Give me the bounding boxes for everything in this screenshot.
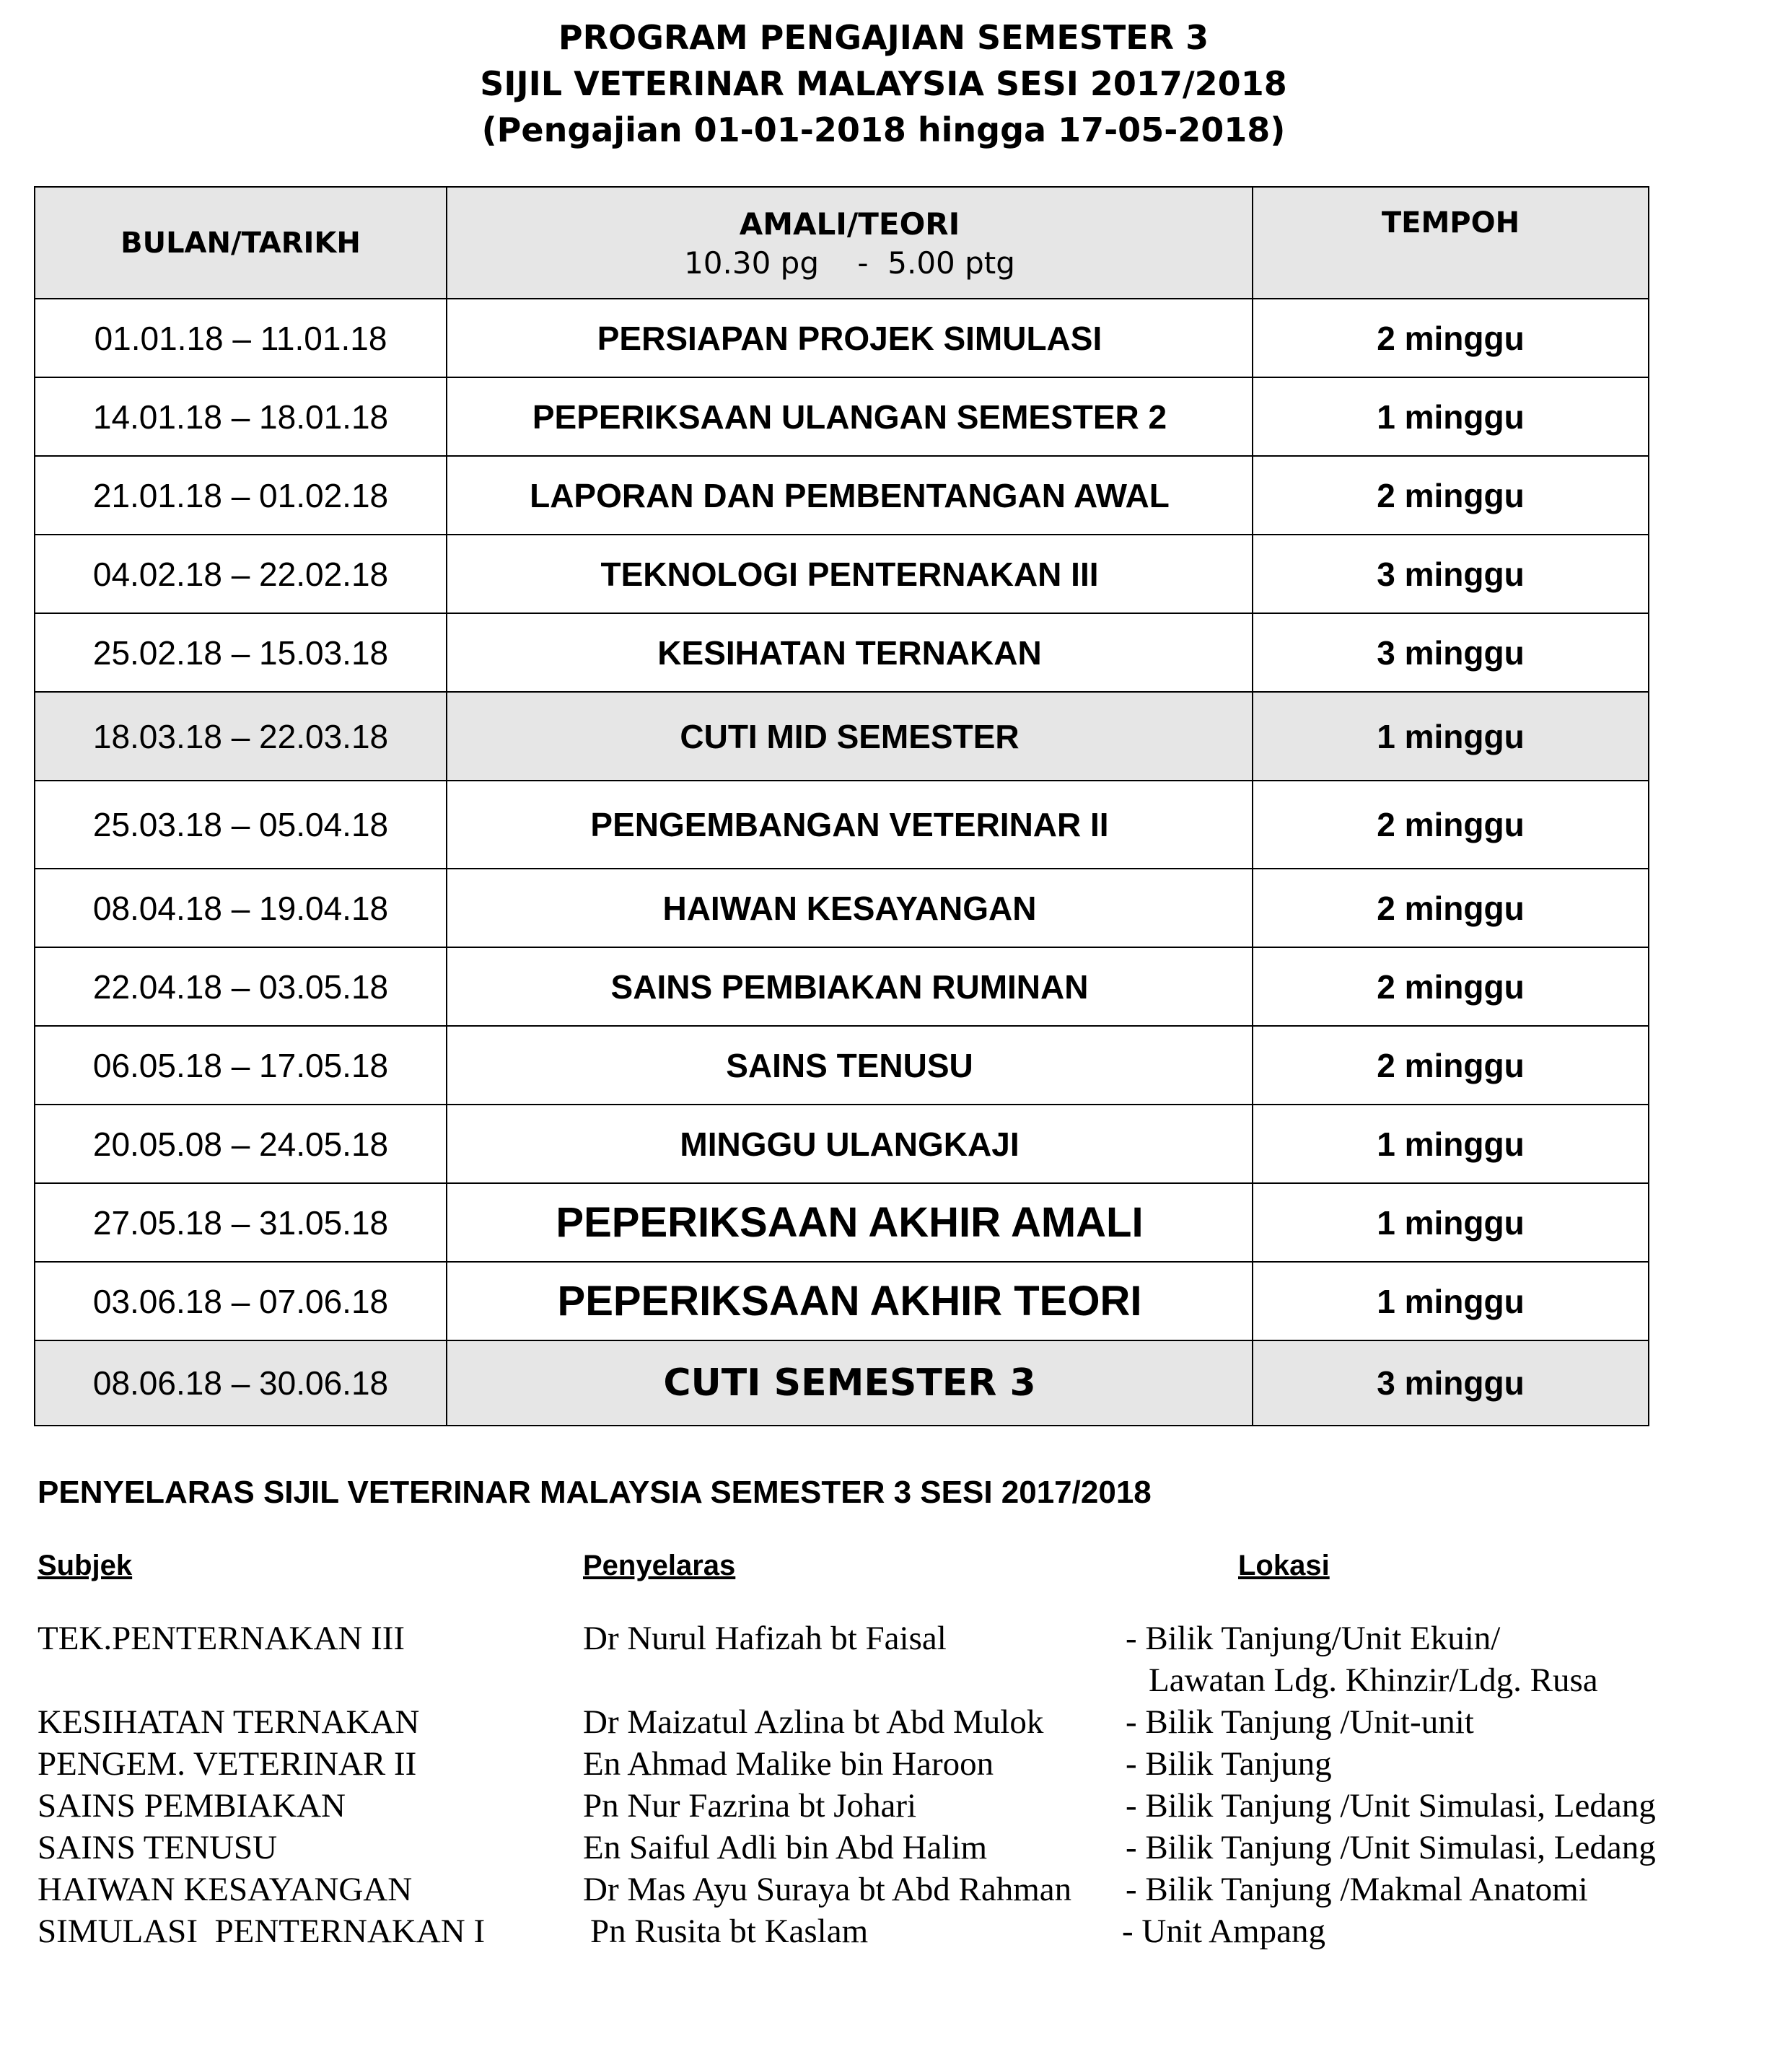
coordinator-subject: PENGEM. VETERINAR II — [38, 1745, 417, 1783]
row-date: 25.02.18 – 15.03.18 — [35, 613, 447, 692]
row-activity: SAINS TENUSU — [447, 1026, 1253, 1105]
header-date: BULAN/TARIKH — [35, 187, 447, 299]
row-activity: CUTI MID SEMESTER — [447, 692, 1253, 781]
coordinator-location: - Bilik Tanjung /Unit Simulasi, Ledang — [1126, 1787, 1656, 1825]
row-duration: 3 minggu — [1253, 1340, 1649, 1426]
document-title — [0, 14, 1767, 153]
table-row — [35, 377, 1649, 456]
header-duration: TEMPOH — [1253, 187, 1649, 299]
table-row-holiday — [35, 1340, 1649, 1426]
coordinator-location-continued: Lawatan Ldg. Khinzir/Ldg. Rusa — [1149, 1661, 1598, 1699]
coordinator-location: - Bilik Tanjung/Unit Ekuin/ — [1126, 1620, 1501, 1657]
row-date: 08.04.18 – 19.04.18 — [35, 869, 447, 947]
row-duration: 2 minggu — [1253, 947, 1649, 1026]
row-duration: 1 minggu — [1253, 1105, 1649, 1183]
row-activity: SAINS PEMBIAKAN RUMINAN — [447, 947, 1253, 1026]
coordinators-header-coordinator: Penyelaras — [583, 1550, 736, 1581]
table-row — [35, 1026, 1649, 1105]
row-date: 03.06.18 – 07.06.18 — [35, 1262, 447, 1340]
coordinators-header-location: Lokasi — [1238, 1550, 1330, 1581]
row-date: 27.05.18 – 31.05.18 — [35, 1183, 447, 1262]
header-activity-time: 10.30 pg - 5.00 ptg — [684, 245, 1015, 281]
row-date: 01.01.18 – 11.01.18 — [35, 299, 447, 377]
schedule-table — [34, 186, 1649, 1426]
row-activity: PEPERIKSAAN AKHIR TEORI — [447, 1262, 1253, 1340]
coordinator-subject: SAINS PEMBIAKAN — [38, 1787, 346, 1825]
row-duration: 1 minggu — [1253, 692, 1649, 781]
table-row — [35, 1183, 1649, 1262]
row-duration: 2 minggu — [1253, 781, 1649, 869]
coordinators-title: PENYELARAS SIJIL VETERINAR MALAYSIA SEMESTER 3 SESI 2017/2018 — [38, 1475, 1152, 1510]
title-line-1: PROGRAM PENGAJIAN SEMESTER 3 — [558, 18, 1209, 57]
coordinator-name: Pn Nur Fazrina bt Johari — [583, 1787, 917, 1825]
row-date: 08.06.18 – 30.06.18 — [35, 1340, 447, 1426]
row-activity: HAIWAN KESAYANGAN — [447, 869, 1253, 947]
row-activity: LAPORAN DAN PEMBENTANGAN AWAL — [447, 456, 1253, 535]
row-date: 06.05.18 – 17.05.18 — [35, 1026, 447, 1105]
coordinator-subject: HAIWAN KESAYANGAN — [38, 1871, 413, 1908]
row-activity: PERSIAPAN PROJEK SIMULASI — [447, 299, 1253, 377]
row-activity: KESIHATAN TERNAKAN — [447, 613, 1253, 692]
coordinator-subject: SIMULASI PENTERNAKAN I — [38, 1913, 486, 1950]
coordinator-name: Dr Nurul Hafizah bt Faisal — [583, 1620, 947, 1657]
row-activity: MINGGU ULANGKAJI — [447, 1105, 1253, 1183]
row-duration: 1 minggu — [1253, 1262, 1649, 1340]
coordinator-name: En Saiful Adli bin Abd Halim — [583, 1829, 988, 1866]
row-date: 25.03.18 – 05.04.18 — [35, 781, 447, 869]
row-activity: TEKNOLOGI PENTERNAKAN III — [447, 535, 1253, 613]
row-duration: 2 minggu — [1253, 456, 1649, 535]
coordinators-header-subject: Subjek — [38, 1550, 133, 1581]
row-date: 22.04.18 – 03.05.18 — [35, 947, 447, 1026]
row-activity: CUTI SEMESTER 3 — [447, 1340, 1253, 1426]
coordinator-name: Dr Mas Ayu Suraya bt Abd Rahman — [583, 1871, 1072, 1908]
coordinator-name: En Ahmad Malike bin Haroon — [583, 1745, 994, 1783]
table-row-holiday — [35, 692, 1649, 781]
row-activity: PEPERIKSAAN ULANGAN SEMESTER 2 — [447, 377, 1253, 456]
table-row — [35, 613, 1649, 692]
row-duration: 3 minggu — [1253, 535, 1649, 613]
row-duration: 3 minggu — [1253, 613, 1649, 692]
table-row — [35, 456, 1649, 535]
table-row — [35, 947, 1649, 1026]
row-duration: 2 minggu — [1253, 1026, 1649, 1105]
row-date: 14.01.18 – 18.01.18 — [35, 377, 447, 456]
row-activity: PEPERIKSAAN AKHIR AMALI — [447, 1183, 1253, 1262]
coordinator-location: - Bilik Tanjung /Unit-unit — [1126, 1703, 1474, 1741]
coordinator-location: - Bilik Tanjung /Unit Simulasi, Ledang — [1126, 1829, 1656, 1866]
row-duration: 1 minggu — [1253, 1183, 1649, 1262]
row-date: 04.02.18 – 22.02.18 — [35, 535, 447, 613]
coordinator-subject: SAINS TENUSU — [38, 1829, 278, 1866]
table-row — [35, 299, 1649, 377]
header-activity — [447, 187, 1253, 299]
table-row — [35, 535, 1649, 613]
coordinator-name: Pn Rusita bt Kaslam — [590, 1913, 869, 1950]
row-duration: 2 minggu — [1253, 299, 1649, 377]
coordinator-subject: KESIHATAN TERNAKAN — [38, 1703, 420, 1741]
row-date: 21.01.18 – 01.02.18 — [35, 456, 447, 535]
row-duration: 2 minggu — [1253, 869, 1649, 947]
coordinator-location: - Bilik Tanjung — [1126, 1745, 1332, 1783]
title-line-2: SIJIL VETERINAR MALAYSIA SESI 2017/2018 — [480, 64, 1287, 103]
table-row — [35, 869, 1649, 947]
table-row — [35, 1105, 1649, 1183]
coordinator-location: - Bilik Tanjung /Makmal Anatomi — [1126, 1871, 1588, 1908]
header-activity-label: AMALI/TEORI — [739, 206, 960, 242]
title-line-3: (Pengajian 01-01-2018 hingga 17-05-2018) — [481, 110, 1286, 149]
row-duration: 1 minggu — [1253, 377, 1649, 456]
row-date: 20.05.08 – 24.05.18 — [35, 1105, 447, 1183]
table-row — [35, 781, 1649, 869]
table-header-row — [35, 187, 1649, 299]
coordinator-subject: TEK.PENTERNAKAN III — [38, 1620, 405, 1657]
row-date: 18.03.18 – 22.03.18 — [35, 692, 447, 781]
coordinator-name: Dr Maizatul Azlina bt Abd Mulok — [583, 1703, 1044, 1741]
row-activity: PENGEMBANGAN VETERINAR II — [447, 781, 1253, 869]
coordinator-location: - Unit Ampang — [1122, 1913, 1325, 1950]
table-row — [35, 1262, 1649, 1340]
